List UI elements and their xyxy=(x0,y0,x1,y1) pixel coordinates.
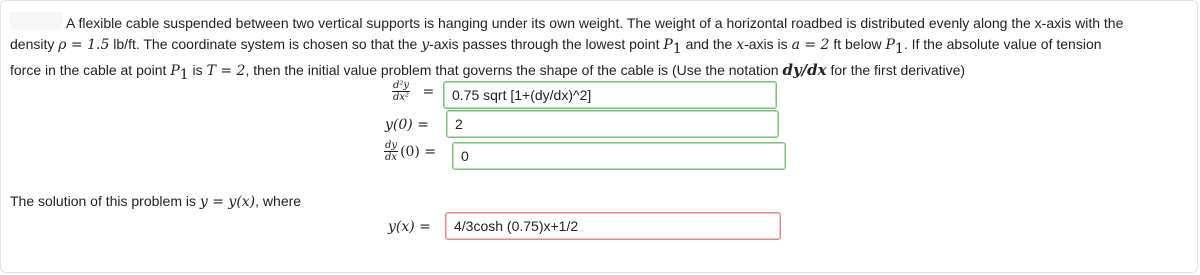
text: -axis passes through the lowest point xyxy=(429,36,664,52)
math-x: x xyxy=(736,37,745,53)
math-y: y xyxy=(421,37,430,53)
first-derivative-fraction xyxy=(384,140,398,163)
second-derivative-fraction xyxy=(392,80,410,103)
fraction-numerator: d²y xyxy=(393,80,410,91)
solution-answer-input[interactable] xyxy=(445,212,781,240)
math-a: a = 2 xyxy=(791,37,830,53)
subscript: 1 xyxy=(672,40,682,57)
text: lb/ft. The coordinate system is chosen so that the xyxy=(109,36,422,52)
equation-1-lhs xyxy=(392,80,434,103)
problem-line-1 xyxy=(10,13,1180,34)
text: , where xyxy=(255,193,302,209)
subscript: 1 xyxy=(179,66,189,83)
text: -axis is xyxy=(744,36,792,52)
math-P: P xyxy=(663,37,673,53)
initial-value-derivative-value: 0 xyxy=(461,148,469,164)
problem-text-1: A flexible cable suspended between two vertical supports is hanging under its own weight. The weight of a horizontal roadbed is distributed evenly along the x-axis with the xyxy=(66,15,1124,31)
solution-lhs xyxy=(388,219,431,235)
initial-value-y-value: 2 xyxy=(455,116,463,132)
equals-sign: = xyxy=(422,83,435,100)
text: ft below xyxy=(829,36,886,52)
subscript: 1 xyxy=(894,40,904,57)
text: . If the absolute value of tension xyxy=(903,36,1102,52)
initial-condition-y-label: y(0) = xyxy=(385,117,429,133)
math-P: P xyxy=(885,37,895,53)
solution-label: y(x) = xyxy=(388,219,431,235)
math-P: P xyxy=(170,62,180,79)
solution-statement xyxy=(10,193,301,210)
fraction-numerator: dy xyxy=(385,140,398,151)
text: is xyxy=(188,61,207,78)
text: force in the cable at point xyxy=(10,61,171,78)
equation-3-lhs xyxy=(384,140,436,163)
text: for the first derivative) xyxy=(826,61,966,78)
problem-line-2 xyxy=(10,34,1180,60)
equation-2-lhs xyxy=(385,117,429,133)
text: , then the initial value problem that governs the shape of the cable is (Use the notation xyxy=(245,61,783,78)
math-T: T = 2 xyxy=(206,62,246,79)
text: The solution of this problem is xyxy=(10,193,200,209)
math-rho: ρ = 1.5 xyxy=(58,37,110,53)
math-notation: dy/dx xyxy=(782,60,827,79)
solution-answer-value: 4/3cosh (0.75)x+1/2 xyxy=(454,218,579,234)
initial-condition-derivative-label: (0) = xyxy=(400,143,437,160)
ode-answer-value: 0.75 sqrt [1+(dy/dx)^2] xyxy=(452,87,592,103)
math-solution: y = y(x) xyxy=(199,194,256,210)
text: and the xyxy=(681,36,737,52)
text: density xyxy=(10,36,59,52)
fraction-denominator: dx xyxy=(385,152,398,163)
fraction-denominator: dx² xyxy=(393,92,410,103)
initial-value-derivative-input[interactable] xyxy=(452,142,786,170)
problem-statement xyxy=(10,13,1180,86)
ode-answer-input[interactable] xyxy=(443,81,777,109)
initial-value-y-input[interactable] xyxy=(446,110,779,138)
